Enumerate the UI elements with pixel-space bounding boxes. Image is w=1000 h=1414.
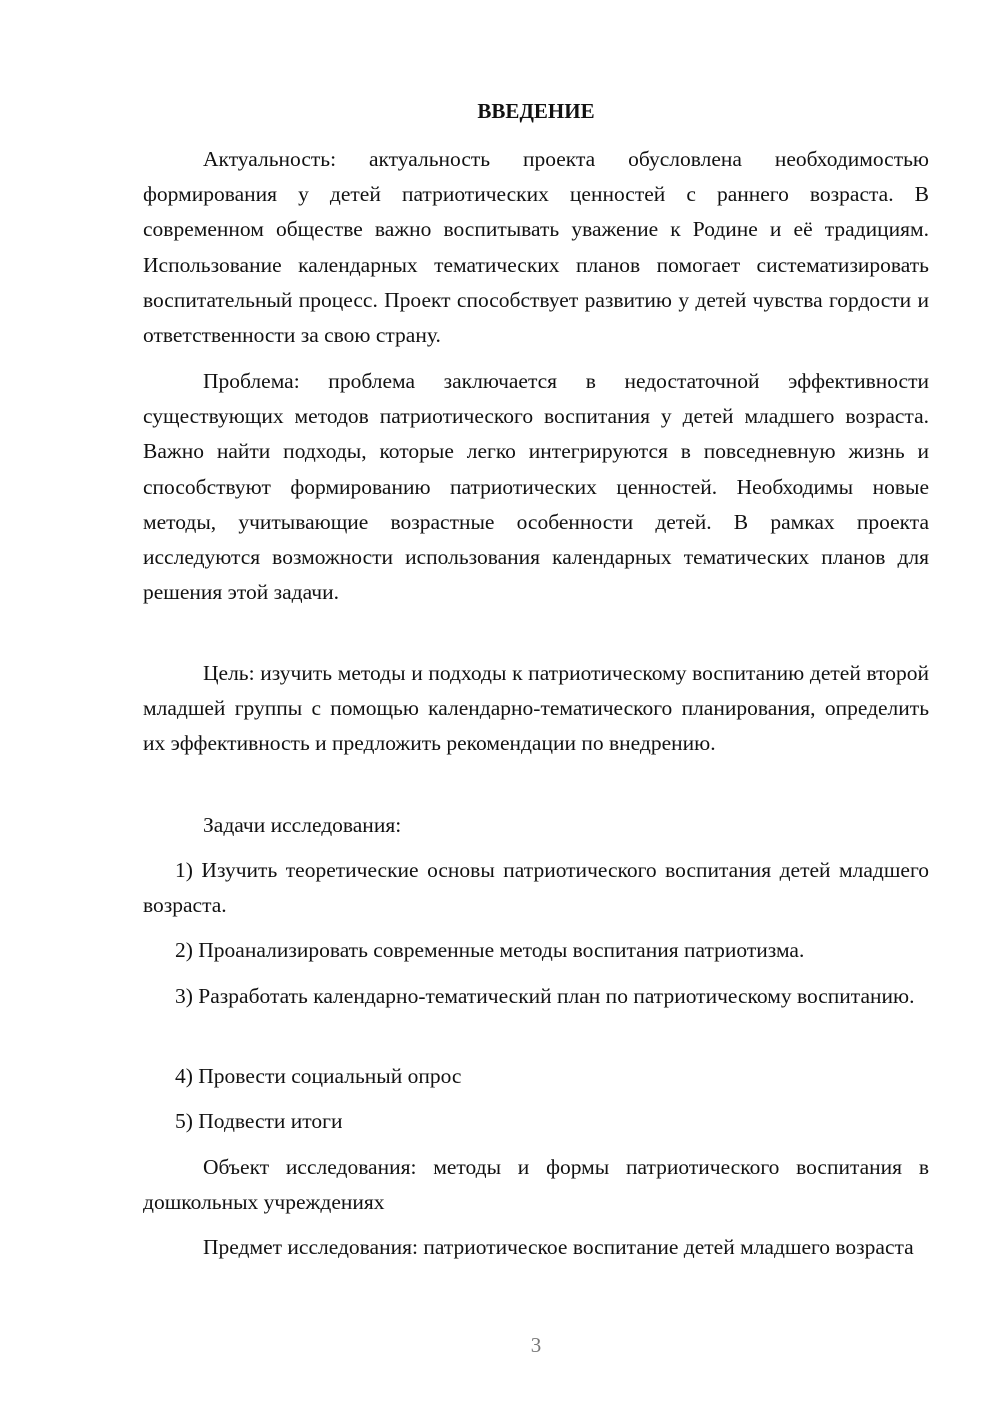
page-title: ВВЕДЕНИЕ <box>477 99 595 123</box>
paragraph-subject: Предмет исследования: патриотическое воспитание детей младшего возраста <box>203 1235 914 1259</box>
list-item-task-2: 2) Проанализировать современные методы воспитания патриотизма. <box>175 938 805 962</box>
paragraph-tasks-heading: Задачи исследования: <box>203 813 402 837</box>
list-item-task-1: 1) Изучить теоретические основы патриотического воспитания детей младшего возраста. <box>143 858 929 918</box>
paragraph-object: Объект исследования: методы и формы патриотического воспитания в дошкольных учреждениях <box>143 1155 929 1215</box>
page-number: 3 <box>530 1333 542 1357</box>
list-item-task-4: 4) Провести социальный опрос <box>175 1064 462 1088</box>
list-item-task-5: 5) Подвести итоги <box>175 1109 343 1133</box>
paragraph-goal: Цель: изучить методы и подходы к патриотическому воспитанию детей второй младшей группы с помощью календарно-тематического планирования, определить их эффективность и предложить рекомендации по внедрению. <box>143 661 929 756</box>
paragraph-relevance: Актуальность: актуальность проекта обусловлена необходимостью формирования у детей патриотических ценностей с раннего возраста. В современном обществе важно воспитывать уважение к Родине и её традициям. Использование календарных тематических планов помогает систематизировать воспитательный процесс. Проект способствует развитию у детей чувства гордости и ответственности за свою страну. <box>143 147 929 348</box>
list-item-task-3: 3) Разработать календарно-тематический план по патриотическому воспитанию. <box>175 984 915 1008</box>
paragraph-problem: Проблема: проблема заключается в недостаточной эффективности существующих методов патриотического воспитания у детей младшего возраста. Важно найти подходы, которые легко интегрируются в повседневную жизнь и способствуют формированию патриотических ценностей. Необходимы новые методы, учитывающие возрастные особенности детей. В рамках проекта исследуются возможности использования календарных тематических планов для решения этой задачи. <box>143 369 929 605</box>
